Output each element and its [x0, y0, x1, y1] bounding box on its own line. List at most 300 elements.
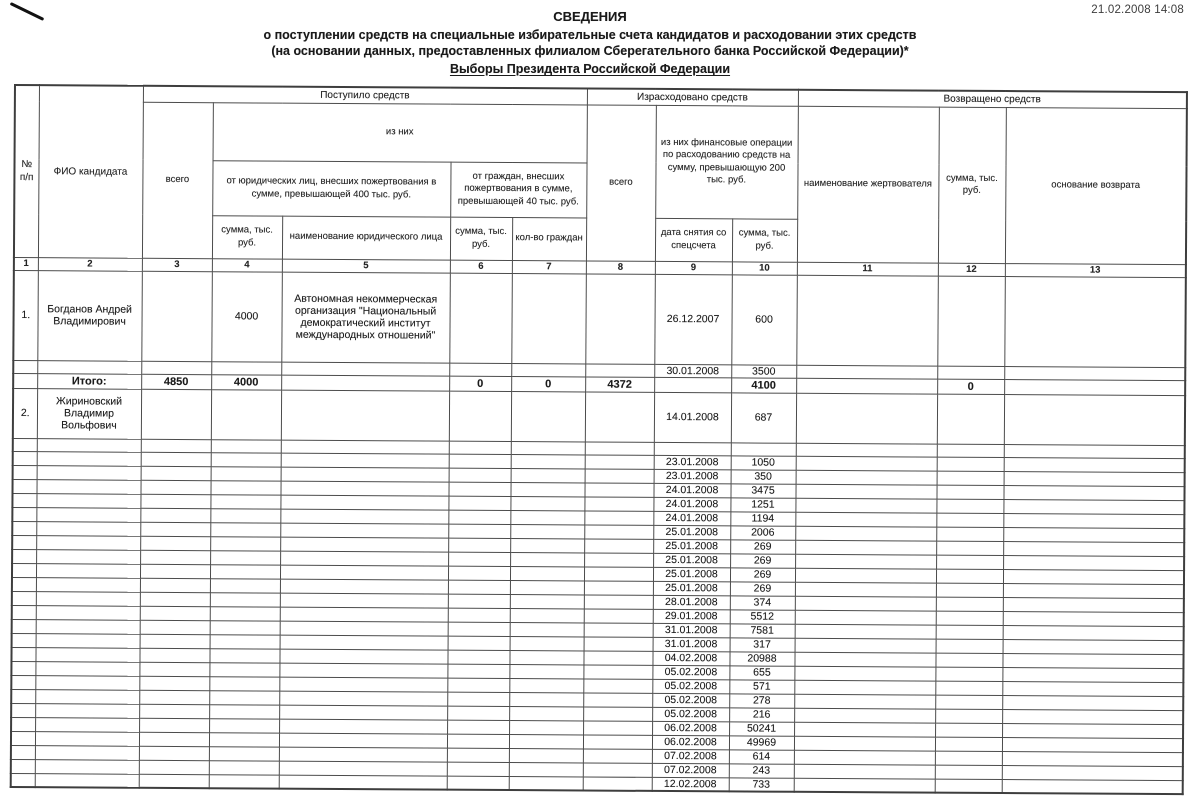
cell-col1: [12, 549, 36, 563]
cell-col8: [584, 595, 653, 609]
cell-col3: [141, 361, 211, 374]
cell-col1: [11, 731, 35, 745]
cell-col7: [510, 608, 584, 622]
cell-col6: [447, 720, 509, 734]
cell-col9: [654, 442, 731, 455]
cell-col1: [12, 591, 36, 605]
cell-col9: 23.01.2008: [654, 455, 731, 469]
cell-col5: [279, 691, 447, 706]
cell-col13: [1004, 457, 1185, 472]
cell-col4: [210, 523, 280, 537]
cell-col4: [209, 691, 279, 705]
cell-col3: [141, 452, 211, 466]
cell-col6: [448, 524, 510, 538]
cell-col4: [210, 607, 280, 621]
cell-col5: [279, 705, 447, 720]
cell-col13: [1003, 541, 1184, 556]
funds-table: [10, 84, 1188, 796]
cell-col6: [449, 391, 511, 441]
table-row: [13, 388, 1185, 445]
cell-col12: [935, 681, 1002, 695]
cell-col2: [37, 466, 141, 481]
cell-col7: [511, 468, 585, 482]
cell-col5: [279, 761, 447, 776]
cell-col5: [281, 467, 449, 482]
cell-col7: [510, 580, 584, 594]
cell-col2: [36, 634, 140, 649]
cell-col12: [936, 485, 1003, 499]
cell-col1: [13, 451, 37, 465]
cell-col8: [584, 483, 653, 497]
cell-col2: [36, 564, 140, 579]
header-from-citizens: от граждан, внесших пожертвования в сумме, превышающей 40 тыс. руб.: [450, 162, 586, 218]
cell-col4: 4000: [211, 375, 281, 390]
header-donor-name: наименование жертвователя: [797, 106, 939, 263]
cell-col9: 25.01.2008: [653, 539, 730, 553]
cell-col10: 269: [730, 582, 795, 596]
cell-col6: [448, 580, 510, 594]
column-number: 11: [797, 262, 938, 276]
cell-col6: [448, 636, 510, 650]
cell-col5: [279, 719, 447, 734]
cell-col6: [447, 678, 509, 692]
cell-col12: [937, 457, 1004, 471]
cell-col10: 243: [729, 764, 794, 778]
column-number: 5: [282, 259, 450, 273]
cell-col2: [37, 439, 141, 453]
cell-col13: [1003, 625, 1184, 640]
cell-col11: [795, 484, 936, 499]
cell-col10: 2006: [730, 526, 795, 540]
cell-col2: [35, 718, 139, 733]
cell-col13: [1002, 765, 1183, 780]
cell-col7: [509, 748, 583, 762]
cell-col1: [11, 703, 35, 717]
cell-col7: 0: [511, 376, 585, 391]
cell-col9: 04.02.2008: [652, 651, 729, 665]
cell-col4: [209, 649, 279, 663]
cell-col10: 50241: [729, 722, 794, 736]
cell-col6: 0: [449, 376, 511, 391]
cell-col13: [1004, 379, 1185, 395]
cell-col3: [140, 620, 210, 634]
cell-col9: 05.02.2008: [652, 693, 729, 707]
cell-col8: [584, 511, 653, 525]
cell-col7: [511, 454, 585, 468]
cell-col13: [1004, 471, 1185, 486]
cell-col2: [36, 522, 140, 537]
header-return-sum: сумма, тыс. руб.: [938, 107, 1006, 263]
cell-col8: [583, 693, 652, 707]
cell-col2: [35, 760, 139, 775]
cell-col4: [209, 663, 279, 677]
cell-col6: [447, 734, 509, 748]
cell-col10: 4100: [731, 378, 796, 393]
column-number: 4: [212, 258, 282, 272]
cell-col1: [12, 619, 36, 633]
cell-col7: [511, 441, 585, 454]
cell-col12: [935, 765, 1002, 779]
cell-col2: [36, 620, 140, 635]
cell-col3: [140, 522, 210, 536]
cell-col10: 687: [731, 393, 796, 443]
cell-col12: [935, 667, 1002, 681]
cell-col3: [140, 550, 210, 564]
cell-col5: [279, 677, 447, 692]
cell-col9: 24.01.2008: [653, 511, 730, 525]
header-withdraw-sum: сумма, тыс. руб.: [732, 218, 797, 261]
column-number: 8: [586, 260, 655, 274]
cell-col3: [140, 480, 210, 494]
cell-col3: [139, 746, 209, 760]
cell-col13: [1003, 569, 1184, 584]
cell-col11: [794, 652, 935, 667]
cell-col4: [211, 362, 281, 375]
cell-col2: [35, 704, 139, 719]
cell-col6: [448, 496, 510, 510]
cell-col7: [511, 273, 586, 363]
document-source-note: (на основании данных, предоставленных филиалом Сберегательного банка Российской Федерации)*: [271, 44, 909, 58]
cell-col13: [1002, 779, 1183, 794]
cell-col12: [937, 276, 1005, 366]
cell-col10: 317: [730, 638, 795, 652]
cell-col5: [280, 579, 448, 594]
cell-col7: [510, 538, 584, 552]
cell-col1: 2.: [13, 388, 37, 438]
cell-col8: [584, 539, 653, 553]
cell-col2: [37, 360, 141, 374]
cell-col8: [583, 763, 652, 777]
cell-col12: [936, 555, 1003, 569]
cell-col3: [141, 271, 212, 361]
cell-col4: [210, 481, 280, 495]
cell-col13: [1003, 527, 1184, 542]
cell-col12: [936, 527, 1003, 541]
header-sum-legal: сумма, тыс. руб.: [212, 215, 282, 258]
column-number: 12: [938, 263, 1005, 277]
cell-col8: [585, 392, 654, 442]
cell-col5: [280, 621, 448, 636]
cell-col9: 25.01.2008: [653, 567, 730, 581]
cell-col5: [279, 775, 447, 790]
cell-col13: [1004, 366, 1185, 380]
cell-col13: [1003, 639, 1184, 654]
cell-col8: [585, 469, 654, 483]
cell-col4: [210, 565, 280, 579]
cell-col1: [13, 438, 37, 451]
header-sum-citizens: сумма, тыс. руб.: [450, 217, 512, 260]
cell-col1: [11, 773, 35, 787]
cell-col5: [280, 509, 448, 524]
cell-col10: 350: [731, 470, 796, 484]
header-returned-funds: Возвращено средств: [798, 90, 1187, 108]
cell-col5: [280, 551, 448, 566]
cell-col4: [210, 509, 280, 523]
cell-col8: [584, 623, 653, 637]
cell-col12: [936, 569, 1003, 583]
cell-col7: [509, 692, 583, 706]
document-title: СВЕДЕНИЯ: [553, 9, 627, 24]
cell-col8: [583, 679, 652, 693]
cell-col10: 269: [730, 554, 795, 568]
cell-col3: [139, 676, 209, 690]
cell-col12: 0: [937, 379, 1004, 394]
cell-col7: [510, 566, 584, 580]
cell-col2: [36, 494, 140, 509]
header-no: № п/п: [14, 85, 39, 257]
header-return-basis: основание возврата: [1005, 107, 1187, 264]
cell-col11: [795, 568, 936, 583]
cell-col4: [211, 453, 281, 467]
cell-col12: [936, 625, 1003, 639]
cell-col4: [209, 761, 279, 775]
cell-col13: [1002, 751, 1183, 766]
cell-col13: [1002, 723, 1183, 738]
cell-col13: [1003, 583, 1184, 598]
cell-col10: 1050: [731, 456, 796, 470]
cell-col10: 278: [729, 694, 794, 708]
cell-col12: [935, 695, 1002, 709]
cell-col9: 12.02.2008: [652, 777, 729, 791]
cell-col3: [139, 690, 209, 704]
cell-col8: [585, 274, 655, 364]
header-withdraw-date: дата снятия со спецсчета: [655, 218, 732, 261]
cell-col6: [447, 748, 509, 762]
cell-col7: [510, 636, 584, 650]
cell-col7: [510, 622, 584, 636]
cell-col10: 733: [729, 778, 794, 792]
cell-col13: [1003, 499, 1184, 514]
cell-col12: [936, 541, 1003, 555]
cell-col1: [13, 373, 37, 388]
cell-col1: [12, 521, 36, 535]
cell-col5: [281, 440, 449, 454]
cell-col13: [1004, 394, 1185, 445]
cell-col9: 25.01.2008: [653, 581, 730, 595]
cell-col9: 24.01.2008: [653, 497, 730, 511]
cell-col12: [935, 653, 1002, 667]
cell-col13: [1004, 276, 1186, 367]
cell-col2: [35, 774, 139, 789]
cell-col11: [796, 275, 938, 366]
cell-col1: [12, 507, 36, 521]
cell-col4: [210, 593, 280, 607]
cell-col11: [795, 512, 936, 527]
cell-col10: 49969: [729, 736, 794, 750]
cell-col10: 20988: [729, 652, 794, 666]
cell-col2: [35, 662, 139, 677]
cell-col1: [13, 360, 37, 373]
cell-col13: [1002, 653, 1183, 668]
cell-col2: [36, 592, 140, 607]
cell-col7: [509, 734, 583, 748]
cell-col8: [584, 497, 653, 511]
cell-col5: [281, 362, 449, 376]
cell-col11: [795, 540, 936, 555]
table-body: [11, 270, 1186, 794]
cell-col6: [448, 538, 510, 552]
cell-col6: [448, 608, 510, 622]
cell-col6: [449, 273, 512, 363]
cell-col12: [935, 709, 1002, 723]
cell-col5: [280, 481, 448, 496]
cell-col11: [795, 554, 936, 569]
cell-col11: [795, 638, 936, 653]
cell-col2: [37, 452, 141, 467]
cell-col2: [36, 536, 140, 551]
cell-col12: [937, 471, 1004, 485]
cell-col1: [11, 647, 35, 661]
cell-col3: [139, 704, 209, 718]
cell-col4: [209, 705, 279, 719]
cell-col8: 4372: [585, 377, 654, 392]
cell-col5: [281, 453, 449, 468]
cell-col13: [1002, 709, 1183, 724]
election-name: Выборы Президента Российской Федерации: [449, 62, 731, 76]
cell-col10: 3500: [731, 365, 796, 378]
table-row: [13, 270, 1186, 367]
cell-col12: [936, 499, 1003, 513]
cell-col9: 05.02.2008: [652, 707, 729, 721]
cell-col9: 06.02.2008: [652, 721, 729, 735]
cell-col6: [447, 776, 509, 790]
cell-col7: [511, 363, 585, 377]
cell-col5: [280, 593, 448, 608]
cell-col10: [731, 443, 796, 456]
cell-col10: 614: [729, 750, 794, 764]
cell-col1: 1.: [13, 270, 38, 360]
cell-col9: 23.01.2008: [654, 469, 731, 483]
column-number: 6: [450, 260, 512, 274]
cell-col3: [141, 389, 211, 439]
cell-col1: [12, 577, 36, 591]
column-number: 1: [14, 257, 38, 270]
cell-col3: [139, 662, 209, 676]
cell-col12: [935, 723, 1002, 737]
cell-col1: [11, 717, 35, 731]
cell-col1: [12, 563, 36, 577]
cell-col9: 07.02.2008: [652, 763, 729, 777]
column-number: 9: [655, 261, 732, 275]
cell-col9: 05.02.2008: [652, 665, 729, 679]
cell-col7: [509, 664, 583, 678]
cell-col2: [36, 578, 140, 593]
cell-col6: [448, 552, 510, 566]
cell-col9: 07.02.2008: [652, 749, 729, 763]
cell-col12: [936, 611, 1003, 625]
cell-col4: [211, 390, 281, 440]
cell-col5: [279, 663, 447, 678]
cell-col2: [36, 480, 140, 495]
print-timestamp: 21.02.2008 14:08: [1091, 4, 1184, 16]
cell-col9: [654, 377, 731, 392]
cell-col12: [936, 583, 1003, 597]
cell-col4: [210, 495, 280, 509]
cell-col10: 374: [730, 596, 795, 610]
cell-col6: [449, 468, 511, 482]
cell-col13: [1003, 485, 1184, 500]
cell-col3: [139, 774, 209, 788]
cell-col2: [35, 690, 139, 705]
cell-col6: [449, 454, 511, 468]
cell-col12: [935, 751, 1002, 765]
cell-col9: 31.01.2008: [653, 623, 730, 637]
cell-col1: [11, 759, 35, 773]
cell-col7: [510, 496, 584, 510]
cell-col13: [1002, 737, 1183, 752]
cell-col11: [794, 694, 935, 709]
header-from-legal-entities: от юридических лиц, внесших пожертвования в сумме, превышающей 400 тыс. руб.: [212, 160, 450, 216]
cell-col5: [281, 390, 449, 441]
header-spent-total: всего: [586, 104, 656, 260]
cell-col11: [796, 470, 937, 485]
cell-col9: 25.01.2008: [653, 525, 730, 539]
header-received-total: всего: [142, 102, 213, 258]
cell-col7: [510, 482, 584, 496]
cell-col9: 28.01.2008: [653, 595, 730, 609]
cell-col10: 3475: [730, 484, 795, 498]
cell-col4: [209, 747, 279, 761]
cell-col8: [584, 567, 653, 581]
cell-col5: [280, 565, 448, 580]
cell-col6: [449, 363, 511, 376]
cell-col3: [140, 536, 210, 550]
cell-col6: [447, 692, 509, 706]
header-received-funds: Поступило средств: [143, 86, 587, 105]
cell-col2: [36, 606, 140, 621]
cell-col5: [280, 607, 448, 622]
cell-col11: [796, 443, 937, 457]
cell-col5: [279, 747, 447, 762]
cell-col11: [794, 750, 935, 765]
cell-col1: [12, 535, 36, 549]
cell-col2: [35, 732, 139, 747]
cell-col2: [36, 508, 140, 523]
cell-col7: [509, 706, 583, 720]
cell-col3: [140, 564, 210, 578]
cell-col2: Итого:: [37, 374, 141, 390]
cell-col5: [281, 375, 449, 391]
cell-col3: [139, 760, 209, 774]
cell-col4: 4000: [211, 272, 282, 362]
cell-col3: 4850: [141, 374, 211, 389]
cell-col9: 29.01.2008: [653, 609, 730, 623]
cell-col4: [210, 635, 280, 649]
cell-col11: [794, 722, 935, 737]
cell-col6: [447, 664, 509, 678]
cell-col10: 5512: [730, 610, 795, 624]
cell-col2: [35, 746, 139, 761]
header-of-them: из них: [213, 102, 587, 162]
cell-col7: [509, 678, 583, 692]
cell-col13: [1003, 611, 1184, 626]
cell-col3: [140, 508, 210, 522]
column-number: 13: [1005, 263, 1186, 277]
cell-col6: [449, 441, 511, 454]
column-number: 10: [732, 261, 797, 275]
cell-col12: [936, 513, 1003, 527]
cell-col11: [794, 736, 935, 751]
cell-col3: [140, 606, 210, 620]
cell-col10: 269: [730, 568, 795, 582]
cell-col5: [280, 635, 448, 650]
cell-col8: [583, 749, 652, 763]
cell-col12: [937, 444, 1004, 457]
cell-col5: Автономная некоммерческая организация "Национальный демократический институт международных отношений": [281, 272, 450, 363]
cell-col8: [584, 637, 653, 651]
cell-col9: 31.01.2008: [653, 637, 730, 651]
cell-col1: [12, 493, 36, 507]
